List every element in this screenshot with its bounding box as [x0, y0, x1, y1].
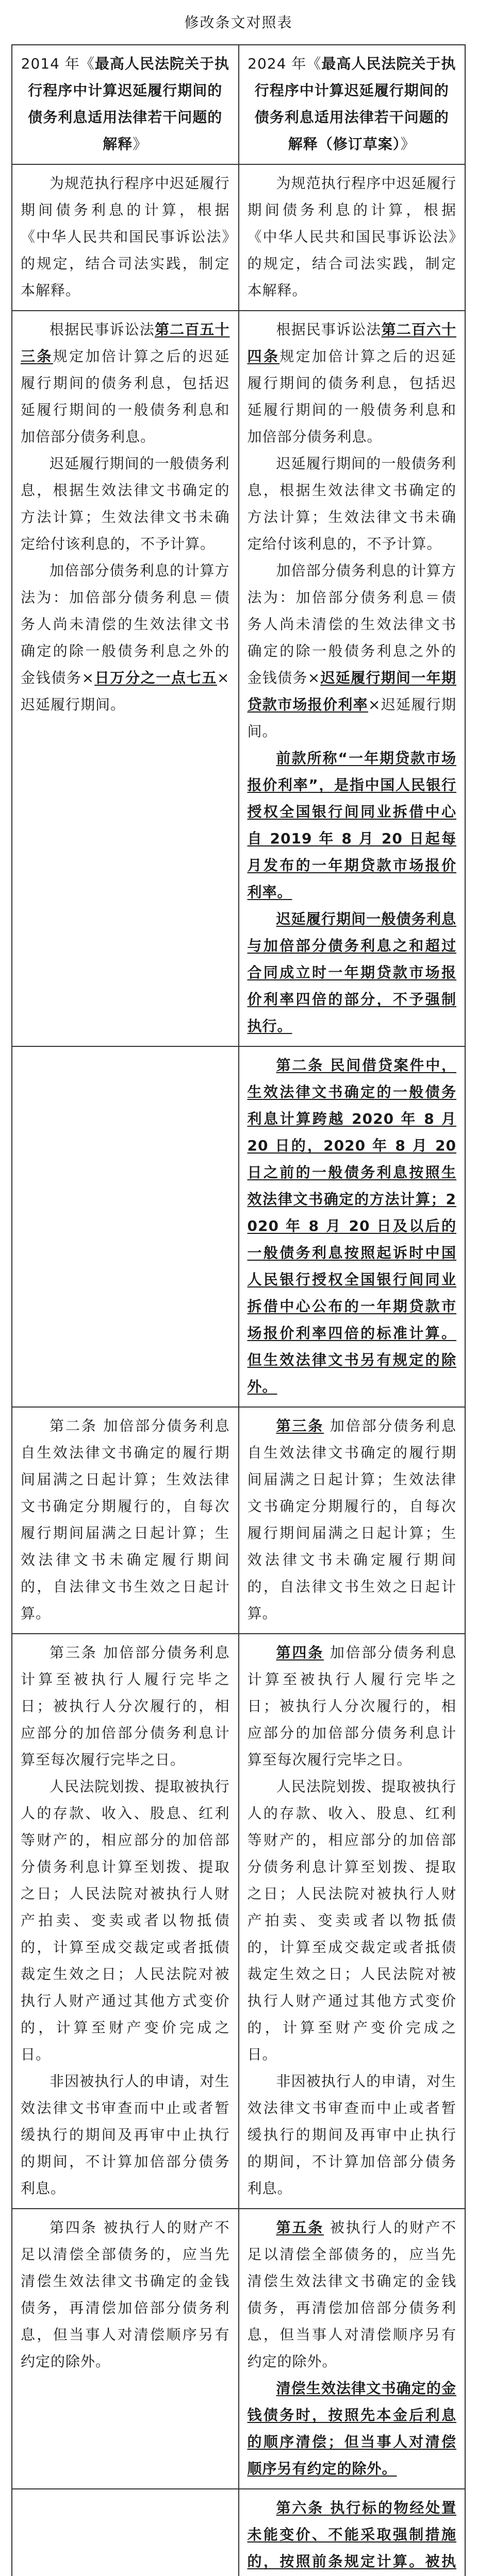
text-span: 根据民事诉讼法 [276, 321, 382, 338]
cell-old-article-1 [12, 311, 239, 1046]
text-span: 最高人民法院关于执行程序中计算迟延履行期间的债务利息适用法律若干问题的解释 [28, 55, 229, 152]
text-span: 日万分之一点七五 [94, 669, 218, 686]
text-span: 2024 年《 [248, 55, 322, 72]
cell-old-article-2 [12, 1407, 239, 1634]
article-paragraph: 迟延履行期间的一般债务利息，根据生效法律文书确定的方法计算；生效法律文书未确定给付该利息的，不予计算。 [247, 455, 456, 552]
text-span: ×迟延履行期间。 [247, 696, 456, 740]
text-span: 第六条 执行标的物经处置未能变价、不能采取强制措施的，按照前条规定计算。被执 [247, 2499, 456, 2570]
text-span: 最高人民法院关于执行程序中计算迟延履行期间的债务利息适用法律若干问题的解释（修订草案） [254, 55, 456, 152]
article-paragraph [248, 1639, 457, 1773]
article-paragraph: 人民法院划拨、提取被执行人的存款、收入、股息、红利等财产的，相应部分的加倍部分债务利息计算至划拨、提取之日；人民法院对被执行人财产拍卖、变卖或者以物抵债的，计算至成交裁定或者抵债裁定生效之日；人民法院对被执行人财产通过其他方式变价的，计算至财产变价完成之日。 [21, 1778, 230, 2063]
article-paragraph [248, 557, 457, 745]
comparison-table [11, 44, 466, 2576]
text-span: 第二条 加倍部分债务利息自生效法律文书确定的履行期间届满之日起计算；生效法律文书确定分期履行的，自每次履行期间届满之日起计算；生效法律文书未确定履行期间的，自法律文书生效之日起计算。 [21, 1417, 230, 1622]
table-row-article-3 [12, 1634, 465, 2209]
cell-old-empty [12, 1046, 239, 1407]
text-span: 迟延履行期间一般债务利息与加倍部分债务利息之和超过合同成立时一年期贷款市场报价利率四倍的部分，不予强制执行。 [247, 910, 456, 1035]
article-paragraph: 非因被执行人的申请，对生效法律文书审查而中止或者暂缓执行的期间及再审中止执行的期间，不计算加倍部分债务利息。 [21, 2073, 230, 2197]
article-paragraph: 非因被执行人的申请，对生效法律文书审查而中止或者暂缓执行的期间及再审中止执行的期间，不计算加倍部分债务利息。 [247, 2073, 456, 2197]
table-row-article-1 [12, 311, 465, 1046]
text-span: 》 [133, 135, 148, 152]
cell-new-header [239, 45, 466, 164]
text-span: 第二百五十三条 [21, 321, 230, 365]
article-paragraph [248, 2214, 457, 2375]
cell-old-article-3 [12, 1634, 239, 2209]
text-span: 规定加倍计算之后的迟延履行期间的债务利息，包括迟延履行期间的一般债务利息和加倍部分债务利息。 [21, 348, 230, 445]
text-span: 迟延履行期间一年期贷款市场报价利率 [247, 669, 456, 713]
article-paragraph [21, 2214, 230, 2375]
article-paragraph-added [248, 2375, 457, 2482]
cell-new-article-2 [239, 1046, 466, 1407]
cell-old-preamble [12, 164, 239, 311]
preamble-text: 为规范执行程序中迟延履行期间债务利息的计算，根据《中华人民共和国民事诉讼法》的规定，结合司法实践，制定本解释。 [247, 175, 456, 299]
text-span: 前款所称“一年期贷款市场报价利率”，是指中国人民银行授权全国银行间同业拆借中心自 2019 年 8 月 20 日起每月发布的一年期贷款市场报价利率。 [247, 750, 456, 901]
article-paragraph-added [248, 906, 457, 1040]
article-paragraph [21, 1413, 230, 1627]
table-row-header [12, 45, 465, 164]
text-span: 第二条 民间借贷案件中，生效法律文书确定的一般债务利息计算跨越 2020 年 8 月 20 日的，2020 年 8 月 20 日之前的一般债务利息按照生效法律文书确定的方法计算；2020 年 8 月 20 日及以后的一般债务利息按照起诉时中国人民银行授权全国银行间同业拆借中心公布的一年期贷款市场报价利率四倍的标准计算。但生效法律文书另有规定的除外。 [247, 1057, 456, 1395]
old-law-title [21, 50, 230, 158]
article-paragraph [21, 316, 230, 450]
cell-old-header [12, 45, 239, 164]
text-span: 清偿生效法律文书确定的金钱债务时，按照先本金后利息的顺序清偿；但当事人对清偿顺序另有约定的除外。 [247, 2380, 456, 2477]
table-row-new-article-2 [12, 1046, 465, 1407]
empty-cell [21, 2495, 230, 2521]
text-span: 加倍部分债务利息自生效法律文书确定的履行期间届满之日起计算；生效法律文书确定分期履行的，自每次履行期间届满之日起计算；生效法律文书未确定履行期间的，自法律文书生效之日起计算。 [247, 1417, 456, 1622]
text-span: 》 [400, 135, 416, 152]
text-span: 规定加倍计算之后的迟延履行期间的债务利息，包括迟延履行期间的一般债务利息和加倍部分债务利息。 [247, 348, 456, 445]
text-span: 2014 年《 [21, 55, 95, 72]
cell-old-article-4 [12, 2209, 239, 2489]
cell-new-article-5 [239, 2209, 466, 2489]
article-paragraph: 迟延履行期间的一般债务利息，根据生效法律文书确定的方法计算；生效法律文书未确定给付该利息的，不予计算。 [21, 455, 230, 552]
table-row-article-4 [12, 2209, 465, 2489]
text-span: 加倍部分债务利息计算至被执行人履行完毕之日；被执行人分次履行的，相应部分的加倍部分债务利息计算至每次履行完毕之日。 [247, 1644, 456, 1768]
article-paragraph-added [248, 1052, 457, 1400]
new-law-title [248, 50, 457, 158]
text-span: 加倍部分债务利息的计算方法为：加倍部分债务利息＝债务人尚未清偿的生效法律文书确定的除一般债务利息之外的金钱债务× [247, 562, 456, 686]
article-paragraph [248, 1413, 457, 1627]
text-span: 第三条 加倍部分债务利息计算至被执行人履行完毕之日；被执行人分次履行的，相应部分的加倍部分债务利息计算至每次履行完毕之日。 [21, 1644, 230, 1768]
article-paragraph-added [248, 2495, 457, 2576]
table-row-preamble [12, 164, 465, 311]
text-span: 第四条 [276, 1644, 324, 1661]
text-span: 根据民事诉讼法 [50, 321, 155, 338]
empty-cell [21, 1052, 230, 1079]
cell-new-preamble [239, 164, 466, 311]
cell-new-article-3 [239, 1407, 466, 1634]
cell-new-article-6 [239, 2489, 466, 2576]
text-span: 第三条 [276, 1417, 324, 1434]
cell-new-article-4 [239, 1634, 466, 2209]
table-row-article-2 [12, 1407, 465, 1634]
article-paragraph [21, 557, 230, 718]
cell-old-empty [12, 2489, 239, 2576]
text-span: ×迟延履行期间。 [21, 669, 230, 713]
text-span: 第四条 被执行人的财产不足以清偿全部债务的，应当先清偿生效法律文书确定的金钱债务，再清偿加倍部分债务利息，但当事人对清偿顺序另有约定的除外。 [21, 2219, 230, 2370]
text-span: 第二百六十四条 [247, 321, 456, 365]
text-span: 第五条 [276, 2219, 324, 2236]
table-row-new-article-6 [12, 2489, 465, 2576]
preamble-text: 为规范执行程序中迟延履行期间债务利息的计算，根据《中华人民共和国民事诉讼法》的规定，结合司法实践，制定本解释。 [21, 175, 230, 299]
text-span: 被执行人的财产不足以清偿全部债务的，应当先清偿生效法律文书确定的金钱债务，再清偿加倍部分债务利息，但当事人对清偿顺序另有约定的除外。 [247, 2219, 456, 2370]
article-paragraph [248, 316, 457, 450]
cell-new-article-1 [239, 311, 466, 1046]
article-paragraph: 人民法院划拨、提取被执行人的存款、收入、股息、红利等财产的，相应部分的加倍部分债务利息计算至划拨、提取之日；人民法院对被执行人财产拍卖、变卖或者以物抵债的，计算至成交裁定或者抵债裁定生效之日；人民法院对被执行人财产通过其他方式变价的，计算至财产变价完成之日。 [247, 1778, 456, 2063]
article-paragraph-added [248, 745, 457, 906]
page-title: 修改条文对照表 [184, 14, 293, 31]
text-span: 加倍部分债务利息的计算方法为：加倍部分债务利息＝债务人尚未清偿的生效法律文书确定的除一般债务利息之外的金钱债务× [21, 562, 230, 686]
article-paragraph [21, 1639, 230, 1773]
